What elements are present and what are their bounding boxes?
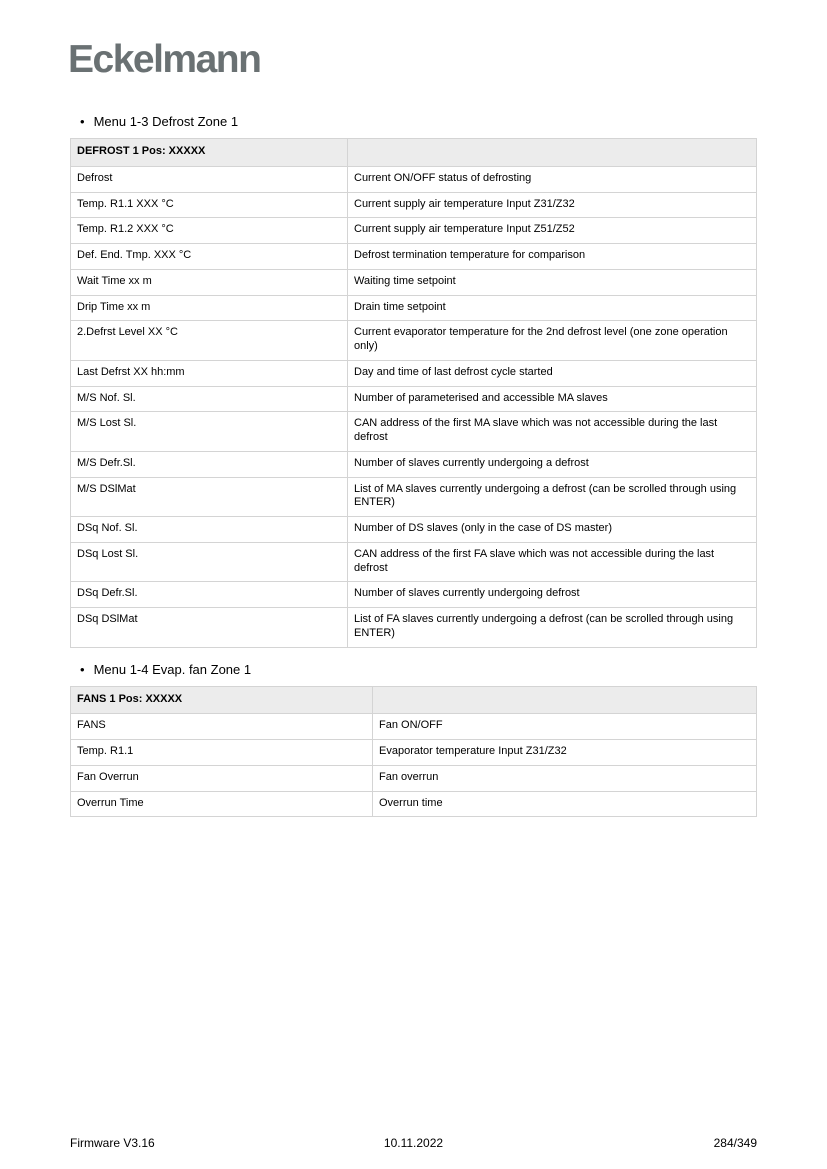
description-cell: Drain time setpoint <box>348 295 757 321</box>
description-cell: Number of slaves currently undergoing a defrost <box>348 451 757 477</box>
description-cell: Fan ON/OFF <box>373 714 757 740</box>
footer-page-number: 284/349 <box>713 1136 757 1150</box>
description-cell: CAN address of the first MA slave which was not accessible during the last defrost <box>348 412 757 452</box>
table-row <box>71 244 757 270</box>
table-row <box>71 791 757 817</box>
table-row <box>71 321 757 361</box>
table-row <box>71 295 757 321</box>
parameter-cell: M/S Defr.Sl. <box>71 451 348 477</box>
table-row <box>71 412 757 452</box>
description-cell: Current supply air temperature Input Z31/Z32 <box>348 192 757 218</box>
footer-firmware-version: Firmware V3.16 <box>70 1136 155 1150</box>
parameter-cell: Temp. R1.2 XXX °C <box>71 218 348 244</box>
defrost-zone-1-table <box>70 138 757 648</box>
table-row <box>71 582 757 608</box>
table-row <box>71 542 757 582</box>
footer-date: 10.11.2022 <box>383 1136 444 1150</box>
table-header-cell-empty <box>348 139 757 167</box>
description-cell: Current ON/OFF status of defrosting <box>348 166 757 192</box>
description-cell: Waiting time setpoint <box>348 269 757 295</box>
description-cell: Overrun time <box>373 791 757 817</box>
parameter-cell: Defrost <box>71 166 348 192</box>
description-cell: Current supply air temperature Input Z51/Z52 <box>348 218 757 244</box>
description-cell: Number of slaves currently undergoing defrost <box>348 582 757 608</box>
parameter-cell: Wait Time xx m <box>71 269 348 295</box>
table-row <box>71 765 757 791</box>
description-cell: List of FA slaves currently undergoing a defrost (can be scrolled through using ENTER) <box>348 608 757 648</box>
table-header-row <box>71 686 757 714</box>
parameter-cell: Temp. R1.1 XXX °C <box>71 192 348 218</box>
section-title: Menu 1-4 Evap. fan Zone 1 <box>93 661 252 677</box>
table-row <box>71 608 757 648</box>
description-cell: Day and time of last defrost cycle started <box>348 360 757 386</box>
parameter-cell: Fan Overrun <box>71 765 373 791</box>
bullet-icon: • <box>80 661 85 677</box>
parameter-cell: DSq Defr.Sl. <box>71 582 348 608</box>
description-cell: CAN address of the first FA slave which was not accessible during the last defrost <box>348 542 757 582</box>
parameter-cell: M/S Nof. Sl. <box>71 386 348 412</box>
section-title: Menu 1-3 Defrost Zone 1 <box>93 114 239 129</box>
table-row <box>71 360 757 386</box>
table-row <box>71 218 757 244</box>
description-cell: Fan overrun <box>373 765 757 791</box>
table-header-cell-empty <box>373 686 757 714</box>
parameter-cell: 2.Defrst Level XX °C <box>71 321 348 361</box>
parameter-cell: M/S DSlMat <box>71 477 348 517</box>
page-content <box>70 113 757 830</box>
parameter-cell: FANS <box>71 714 373 740</box>
parameter-cell: DSq Lost Sl. <box>71 542 348 582</box>
table-row <box>71 192 757 218</box>
description-cell: Defrost termination temperature for comparison <box>348 244 757 270</box>
parameter-cell: M/S Lost Sl. <box>71 412 348 452</box>
parameter-cell: Def. End. Tmp. XXX °C <box>71 244 348 270</box>
bullet-icon: • <box>80 114 85 129</box>
eckelmann-logo: Eckelmann <box>68 38 261 81</box>
table-row <box>71 740 757 766</box>
parameter-cell: Overrun Time <box>71 791 373 817</box>
parameter-cell: Drip Time xx m <box>71 295 348 321</box>
description-cell: List of MA slaves currently undergoing a defrost (can be scrolled through using ENTER) <box>348 477 757 517</box>
parameter-cell: DSq Nof. Sl. <box>71 517 348 543</box>
table-header-cell: FANS 1 Pos: XXXXX <box>71 686 373 714</box>
table-header-cell: DEFROST 1 Pos: XXXXX <box>71 139 348 167</box>
table-row <box>71 269 757 295</box>
parameter-cell: Last Defrst XX hh:mm <box>71 360 348 386</box>
table-row <box>71 517 757 543</box>
description-cell: Current evaporator temperature for the 2nd defrost level (one zone operation only) <box>348 321 757 361</box>
table-row <box>71 477 757 517</box>
parameter-cell: Temp. R1.1 <box>71 740 373 766</box>
description-cell: Number of parameterised and accessible MA slaves <box>348 386 757 412</box>
table-row <box>71 714 757 740</box>
description-cell: Number of DS slaves (only in the case of DS master) <box>348 517 757 543</box>
description-cell: Evaporator temperature Input Z31/Z32 <box>373 740 757 766</box>
section-heading-menu-1-3 <box>80 113 757 130</box>
table-row <box>71 386 757 412</box>
table-row <box>71 166 757 192</box>
parameter-cell: DSq DSlMat <box>71 608 348 648</box>
table-row <box>71 451 757 477</box>
evap-fan-zone-1-table <box>70 686 757 818</box>
table-header-row <box>71 139 757 167</box>
section-heading-menu-1-4 <box>80 661 757 678</box>
